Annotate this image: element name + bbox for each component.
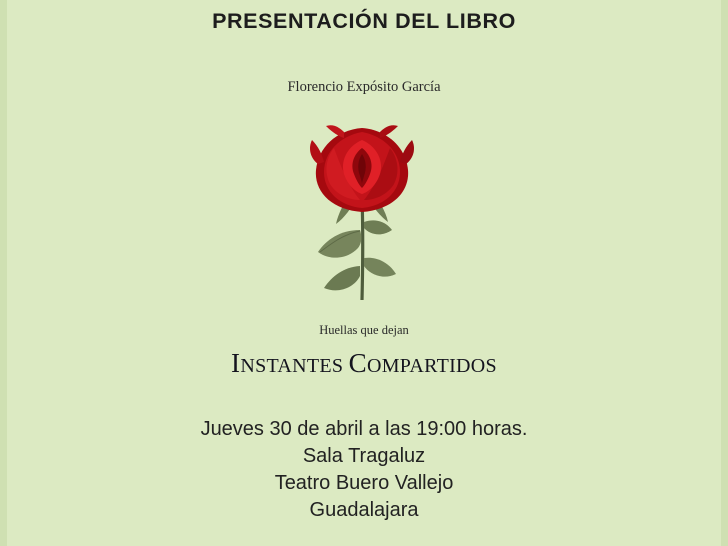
event-detail-line: Jueves 30 de abril a las 19:00 horas. xyxy=(200,418,528,440)
author-name: Florencio Expósito García xyxy=(287,79,441,95)
book-title xyxy=(231,348,497,378)
book-subtitle: Huellas que dejan xyxy=(319,323,409,337)
event-detail-line: Teatro Buero Vallejo xyxy=(274,472,454,494)
red-rose-illustration xyxy=(274,118,454,303)
event-detail-line: Sala Tragaluz xyxy=(302,445,426,467)
event-details xyxy=(201,416,528,524)
book-title-initial-2: C xyxy=(348,348,367,378)
event-detail-line: Guadalajara xyxy=(309,499,419,521)
book-title-word-2: OMPARTIDOS xyxy=(366,355,497,377)
book-title-word-1: NSTANTES xyxy=(240,355,344,377)
book-title-initial-1: I xyxy=(231,348,241,378)
page-title: PRESENTACIÓN DEL LIBRO xyxy=(212,9,516,33)
right-edge-band xyxy=(721,0,728,546)
left-edge-band xyxy=(0,0,7,546)
